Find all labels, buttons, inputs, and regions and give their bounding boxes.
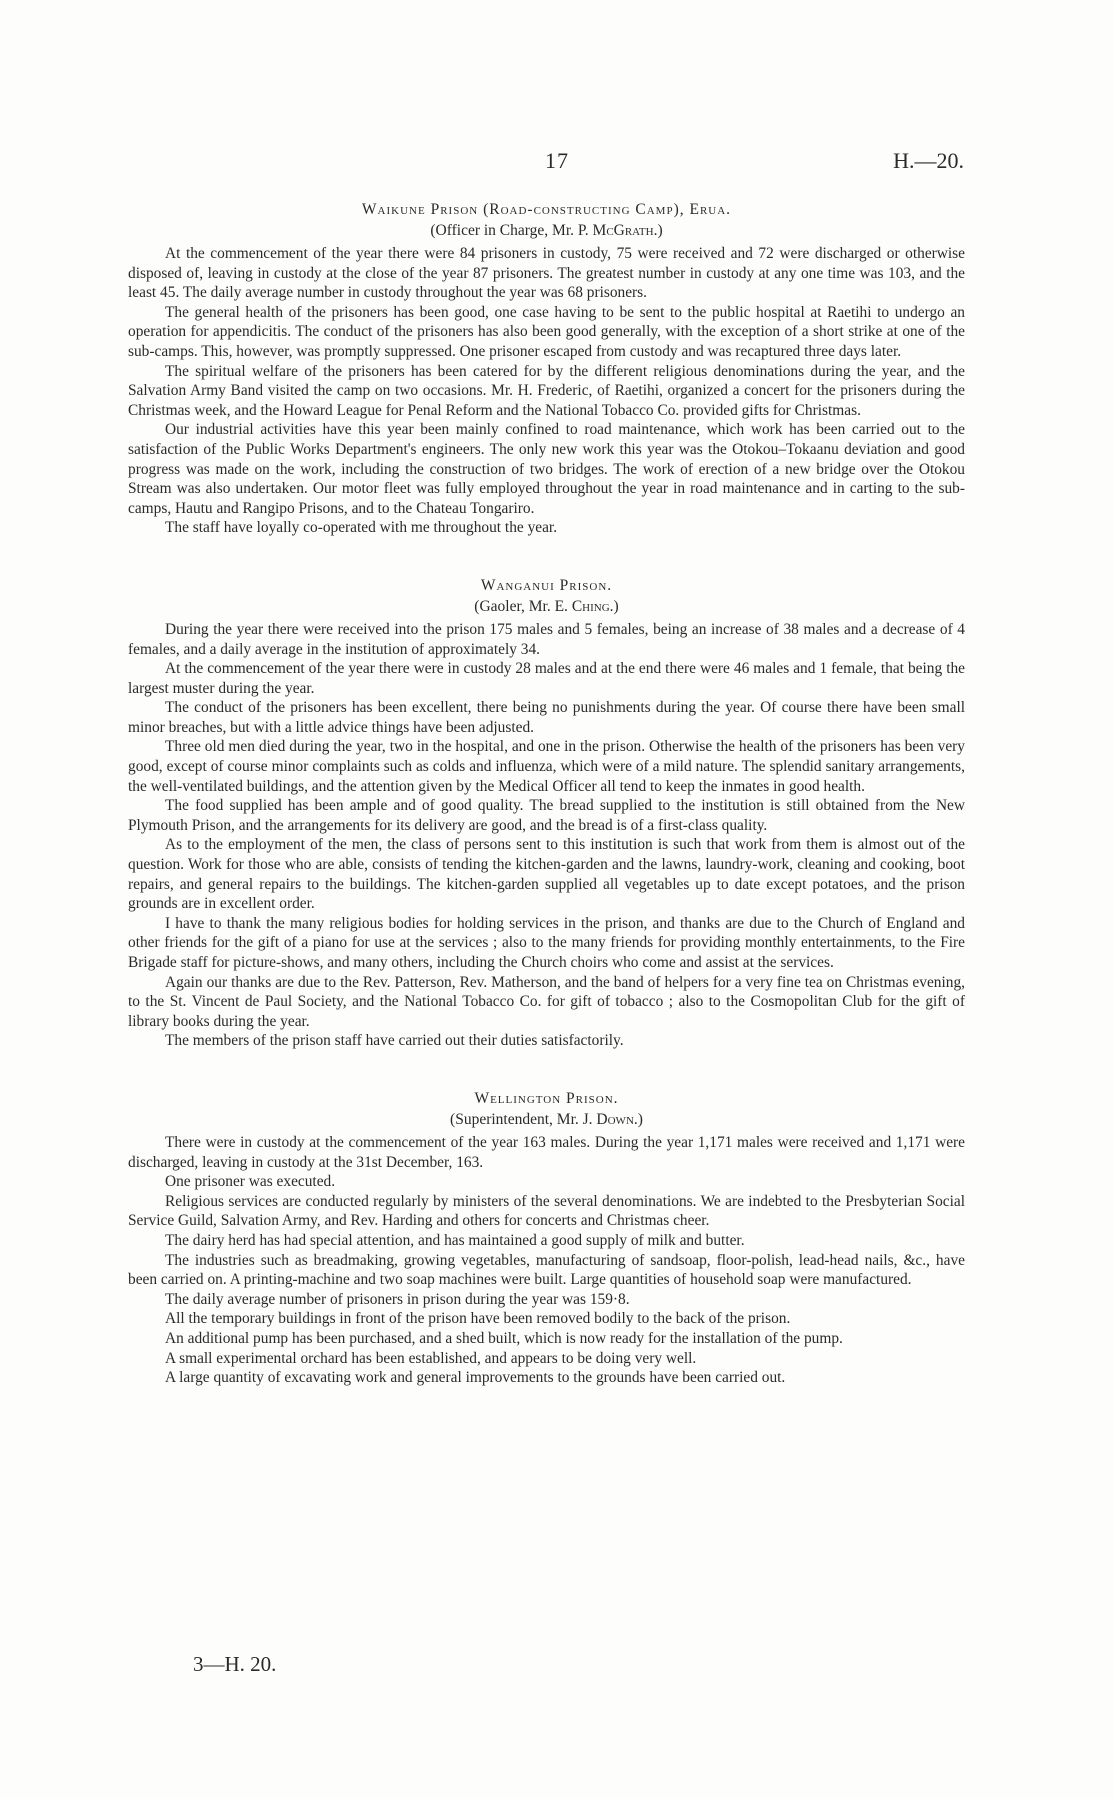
- paragraph: Our industrial activities have this year been mainly confined to road maintenance, which work has been carried out to the satisfaction of the Public Works Department's engineers. The only new work this year was the Otokou–Tokaanu deviation and good progress was made on the work, including the construction of two bridges. The work of erection of a new bridge over the Otokou Stream was also undertaken. Our motor fleet was fully employed throughout the year in road maintenance and in carting to the sub-camps, Hautu and Rangipo Prisons, and to the Chateau Tongariro.: [128, 421, 965, 517]
- officer-suffix: .): [653, 222, 663, 239]
- paragraph: I have to thank the many religious bodies for holding services in the prison, and thanks are due to the Church of England and other friends for the gift of a piano for use at the services ; also to the many friends for providing monthly entertainments, to the Fire Brigade staff for picture-shows, and many others, including the Church choirs who come and assist at the services.: [128, 914, 965, 971]
- paragraph: At the commencement of the year there were 84 prisoners in custody, 75 were received and 72 were discharged or otherwise disposed of, leaving in custody at the close of the year 87 prisoners. The greatest number in custody at any one time was 103, and the least 45. The daily average number in custody throughout the year was 68 prisoners.: [128, 245, 965, 302]
- officer-line: [128, 221, 965, 241]
- page-content: [128, 200, 965, 1426]
- section-wellington-prison: [128, 1089, 965, 1388]
- paragraph: The dairy herd has had special attention, and has maintained a good supply of milk and butter.: [165, 1231, 745, 1249]
- officer-prefix: (Officer in Charge, Mr. P.: [430, 222, 593, 239]
- paragraph: The spiritual welfare of the prisoners has been catered for by the different religious denominations during the year, and the Salvation Army Band visited the camp on two occasions. Mr. H. Frederic, of Raetihi, organized a concert for the prisoners during the Christmas week, and the Howard League for Penal Reform and the National Tobacco Co. provided gifts for Christmas.: [128, 362, 965, 419]
- officer-line: [128, 1110, 965, 1130]
- document-code: H.—20.: [893, 148, 964, 173]
- paragraph: All the temporary buildings in front of the prison have been removed bodily to the back of the prison.: [165, 1310, 791, 1328]
- officer-name: McGrath: [592, 222, 654, 239]
- paragraph: At the commencement of the year there were in custody 28 males and at the end there were 46 males and 1 female, that being the largest muster during the year.: [128, 660, 965, 697]
- paragraph: The general health of the prisoners has been good, one case having to be sent to the public hospital at Raetihi to undergo an operation for appendicitis. The conduct of the prisoners has also been good generally, with the exception of a short strike at one of the sub-camps. This, however, was promptly suppressed. One prisoner escaped from custody and was recaptured three days later.: [128, 303, 965, 360]
- paragraph: The conduct of the prisoners has been excellent, there being no punishments during the year. Of course there have been small minor breaches, but with a little advice things have been adjusted.: [128, 699, 965, 736]
- paragraph: One prisoner was executed.: [165, 1173, 336, 1191]
- section-title: Wellington Prison.: [474, 1089, 619, 1107]
- paragraph: The daily average number of prisoners in prison during the year was 159·8.: [165, 1290, 630, 1308]
- paragraph: The food supplied has been ample and of good quality. The bread supplied to the institution is still obtained from the New Plymouth Prison, and the arrangements for its delivery are good, and the bread is of a first-class quality.: [128, 797, 965, 834]
- officer-line: [128, 597, 965, 617]
- paragraph: A large quantity of excavating work and general improvements to the grounds have been carried out.: [165, 1369, 786, 1387]
- section-wanganui-prison: [128, 576, 965, 1051]
- paragraph: A small experimental orchard has been established, and appears to be doing very well.: [165, 1349, 697, 1367]
- officer-prefix: (Gaoler, Mr. E.: [474, 597, 572, 615]
- officer-suffix: .): [633, 1110, 643, 1128]
- officer-name: Down: [596, 1110, 634, 1128]
- paragraph: During the year there were received into the prison 175 males and 5 females, being an increase of 38 males and a decrease of 4 females, and a daily average in the institution of approximately 34.: [128, 620, 965, 658]
- section-title: Waikune Prison (Road-constructing Camp), Erua.: [361, 201, 732, 218]
- signature-mark: 3—H. 20.: [193, 1652, 277, 1676]
- section-title: Wanganui Prison.: [480, 576, 613, 594]
- paragraph: The industries such as breadmaking, growing vegetables, manufacturing of sandsoap, floor-polish, lead-head nails, &c., have been carried on. A printing-machine and two soap machines were built. Large quantities of household soap were manufactured.: [128, 1251, 965, 1289]
- paragraph: There were in custody at the commencement of the year 163 males. During the year 1,171 males were received and 1,171 were discharged, leaving in custody at the 31st December, 163.: [128, 1133, 965, 1171]
- officer-name: Ching: [571, 597, 610, 615]
- officer-prefix: (Superintendent, Mr. J.: [450, 1110, 597, 1128]
- paragraph: Religious services are conducted regularly by ministers of the several denominations. We are indebted to the Presbyterian Social Service Guild, Salvation Army, and Rev. Harding and others for concerts and Christmas cheer.: [128, 1192, 965, 1230]
- page-number: 17: [545, 148, 569, 173]
- paragraph: As to the employment of the men, the class of persons sent to this institution is such that work from them is almost out of the question. Work for those who are able, consists of tending the kitchen-garden and the lawns, laundry-work, cleaning and cooking, boot repairs, and general repairs to the buildings. The kitchen-garden supplied all vegetables up to date except potatoes, and the prison grounds are in excellent order.: [128, 836, 965, 913]
- paragraph: The staff have loyally co-operated with me throughout the year.: [165, 519, 558, 537]
- paragraph: Three old men died during the year, two in the hospital, and one in the prison. Otherwise the health of the prisoners has been very good, except of course minor complaints such as colds and influenza, which were of a mild nature. The splendid sanitary arrangements, the well-ventilated buildings, and the attention given by the Medical Officer all tend to keep the inmates in good health.: [128, 738, 965, 795]
- paragraph: Again our thanks are due to the Rev. Patterson, Rev. Matherson, and the band of helpers for a very fine tea on Christmas evening, to the St. Vincent de Paul Society, and the National Tobacco Co. for gift of tobacco ; also to the Cosmopolitan Club for the gift of library books during the year.: [128, 973, 965, 1030]
- section-waikune-prison: [128, 200, 965, 538]
- paragraph: The members of the prison staff have carried out their duties satisfactorily.: [165, 1032, 624, 1050]
- paragraph: An additional pump has been purchased, and a shed built, which is now ready for the installation of the pump.: [165, 1329, 843, 1347]
- officer-suffix: .): [609, 597, 619, 615]
